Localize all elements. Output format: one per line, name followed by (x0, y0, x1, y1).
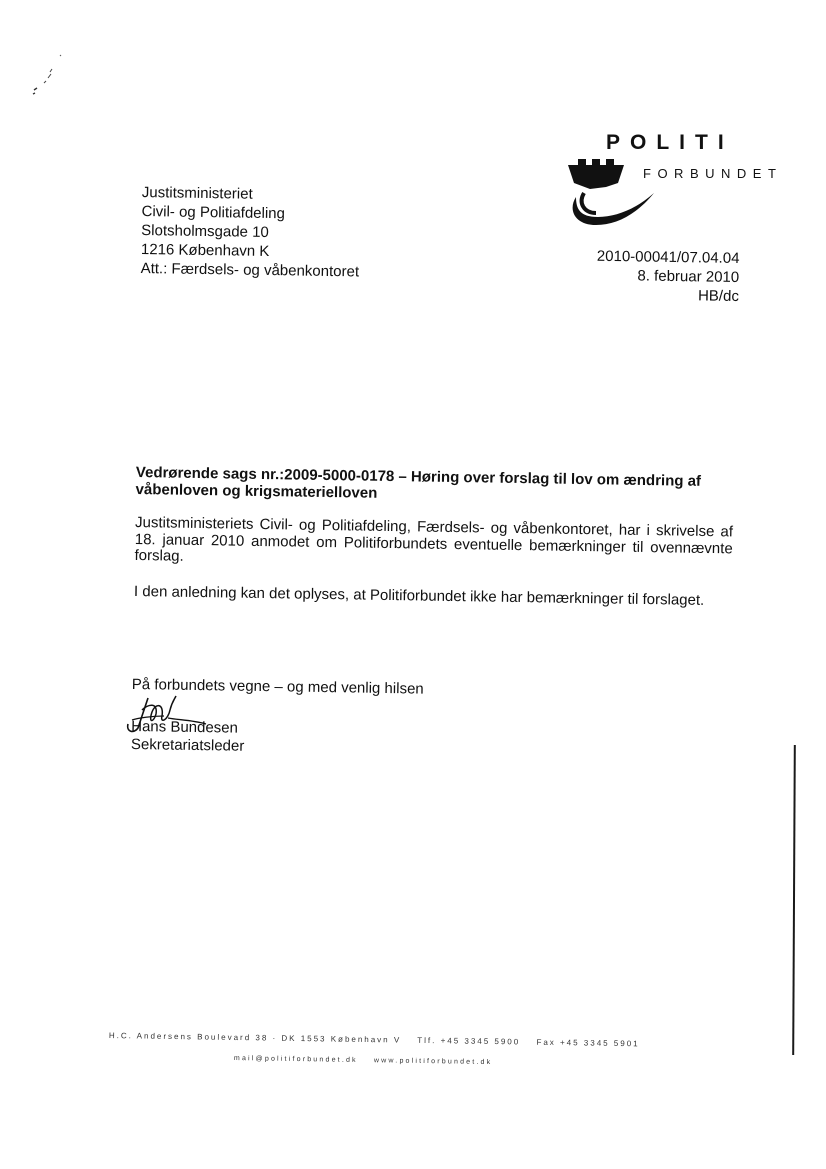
body-paragraph-2: I den anledning kan det oplyses, at Politiforbundet ikke har bemærkninger til forslaget. (133, 582, 705, 609)
scan-artifact-marks (28, 50, 68, 100)
signatory-name: Hans Bundesen (131, 717, 239, 737)
recipient-street: Slotsholmsgade 10 (141, 221, 269, 241)
letter-date: 8. februar 2010 (637, 267, 740, 286)
recipient-city: 1216 København K (140, 240, 270, 261)
body-paragraph-1: Justitsministeriets Civil- og Politiafdeling, Færdsels- og våbenkontoret, har i skrivelse af 18. januar 2010 anmodet om Politiforbundets eventuelle bemærkninger til ovennævnte forslag. (134, 513, 734, 565)
police-crown-logo-icon (566, 159, 658, 233)
signatory-title: Sekretariatsleder (130, 735, 245, 755)
recipient-department: Civil- og Politiafdeling (141, 202, 286, 223)
letter-body (134, 464, 734, 628)
scan-edge-line (792, 745, 796, 1055)
footer-email: mail@politiforbundet.dk (233, 1055, 358, 1064)
recipient-address (141, 183, 361, 281)
logo-subtitle: FORBUNDET (643, 166, 783, 181)
recipient-attention: Att.: Færdsels- og våbenkontoret (140, 259, 360, 281)
footer-website: www.politiforbundet.dk (373, 1057, 493, 1067)
closing-greeting: På forbundets vegne – og med venlig hilsen (131, 676, 424, 698)
footer-address: H.C. Andersens Boulevard 38 · DK 1553 København V (108, 1031, 402, 1045)
footer-phone: Tlf. +45 3345 5900 (417, 1035, 521, 1047)
footer-fax: Fax +45 3345 5901 (536, 1037, 640, 1049)
footer-contact-line (109, 1031, 652, 1049)
letter-subject: Vedrørende sags nr.:2009-5000-0178 – Høring over forslag til lov om ændring af våbenloven og krigsmaterielloven (135, 464, 702, 502)
closing-block (131, 676, 424, 759)
initials: HB/dc (698, 287, 740, 305)
footer-web-line (234, 1055, 505, 1066)
logo-wordmark: POLITI (606, 131, 734, 154)
case-number: 2010-00041/07.04.04 (597, 247, 740, 267)
recipient-name: Justitsministeriet (141, 183, 253, 203)
reference-block (596, 247, 740, 306)
